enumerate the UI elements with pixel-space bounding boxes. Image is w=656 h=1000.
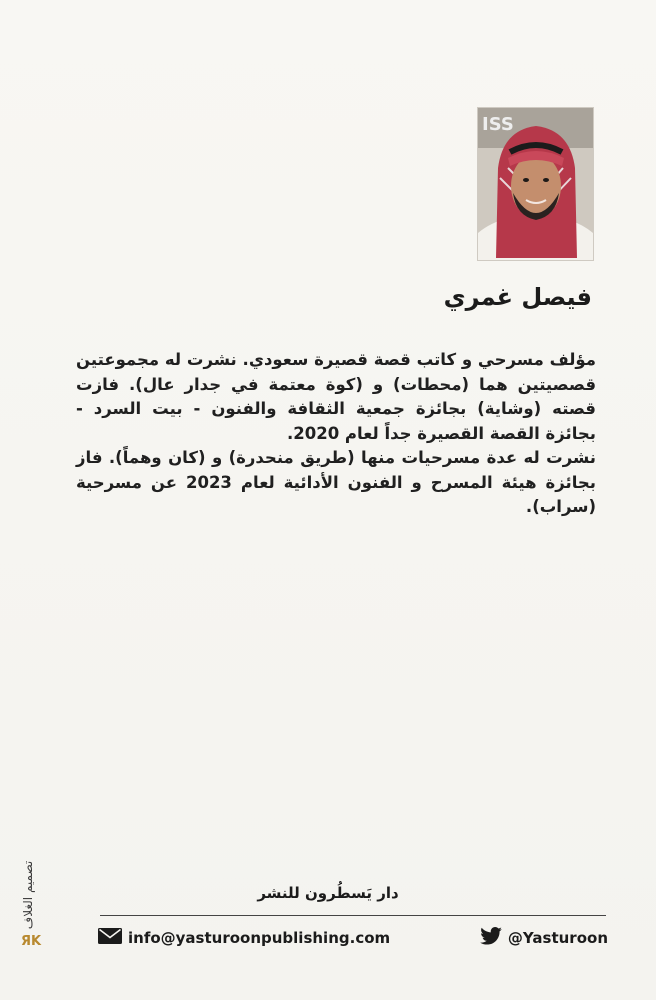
divider: [100, 915, 606, 916]
designer-logo: ЯK: [21, 934, 42, 949]
twitter-bird-icon: [480, 927, 502, 949]
envelope-icon: [98, 928, 122, 948]
contact-row: [98, 927, 608, 949]
bio-paragraph: مؤلف مسرحي و كاتب قصة قصيرة سعودي. نشرت له مجموعتين قصصيتين هما (محطات) و (كوة معتمة في جدار عال). فازت قصته (وشاية) بجائزة جمعية الثقافة والفنون - بيت السرد - بجائزة القصة القصيرة جداً لعام 2020.: [76, 350, 596, 443]
author-portrait-icon: [478, 108, 593, 260]
publisher-name: دار يَسطُرون للنشر: [257, 884, 399, 902]
twitter-handle[interactable]: @Yasturoon: [507, 929, 608, 947]
twitter-contact[interactable]: [480, 927, 608, 949]
author-photo: [477, 107, 594, 261]
svg-text:ISS: ISS: [482, 114, 514, 135]
cover-design-credit-text: تصميم الغلاف: [21, 860, 35, 930]
email-link[interactable]: info@yasturoonpublishing.com: [128, 929, 391, 947]
bio-paragraph: نشرت له عدة مسرحيات منها (طريق منحدرة) و (كان وهماً). فاز بجائزة هيئة المسرح و الفنون الأدائية لعام 2023 عن مسرحية (سراب).: [76, 448, 596, 516]
author-bio: [76, 348, 596, 520]
author-name: فيصل غمري: [443, 283, 592, 311]
email-contact[interactable]: [98, 927, 390, 949]
